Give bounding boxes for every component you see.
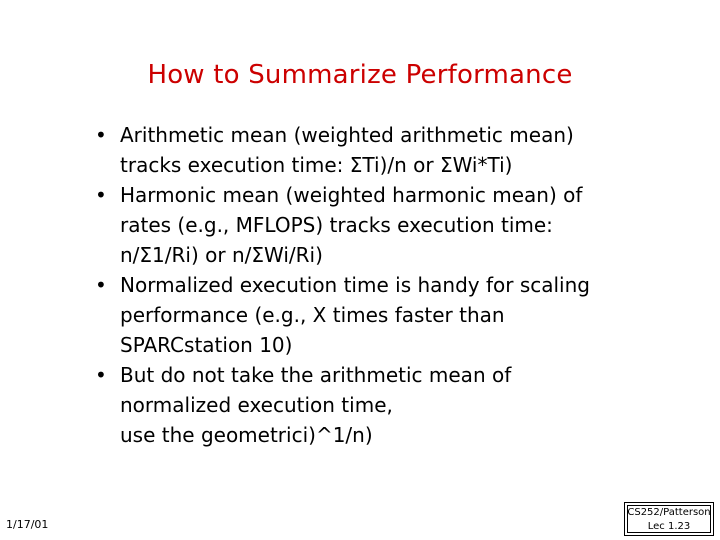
bullet-list bbox=[90, 120, 690, 450]
slide-title: How to Summarize Performance bbox=[147, 60, 573, 90]
footer-course: CS252/Patterson bbox=[627, 507, 711, 518]
bullet-geometric-mean: • But do not take the arithmetic mean of normalized execution time, use the geometrici)^1/n) bbox=[90, 360, 690, 450]
bullet-arithmetic-mean: • Arithmetic mean (weighted arithmetic mean) tracks execution time: ΣTi)/n or ΣWi*Ti) bbox=[90, 120, 690, 180]
footer-date: 1/17/01 bbox=[6, 518, 49, 531]
bullet-normalized-time: • Normalized execution time is handy for scaling performance (e.g., X times faster than SPARCstation 10) bbox=[90, 270, 690, 360]
bullet-harmonic-mean: • Harmonic mean (weighted harmonic mean) of rates (e.g., MFLOPS) tracks execution time: n/Σ1/Ri) or n/ΣWi/Ri) bbox=[90, 180, 690, 270]
footer-course-box bbox=[624, 502, 714, 536]
footer-lecture: Lec 1.23 bbox=[647, 521, 691, 532]
